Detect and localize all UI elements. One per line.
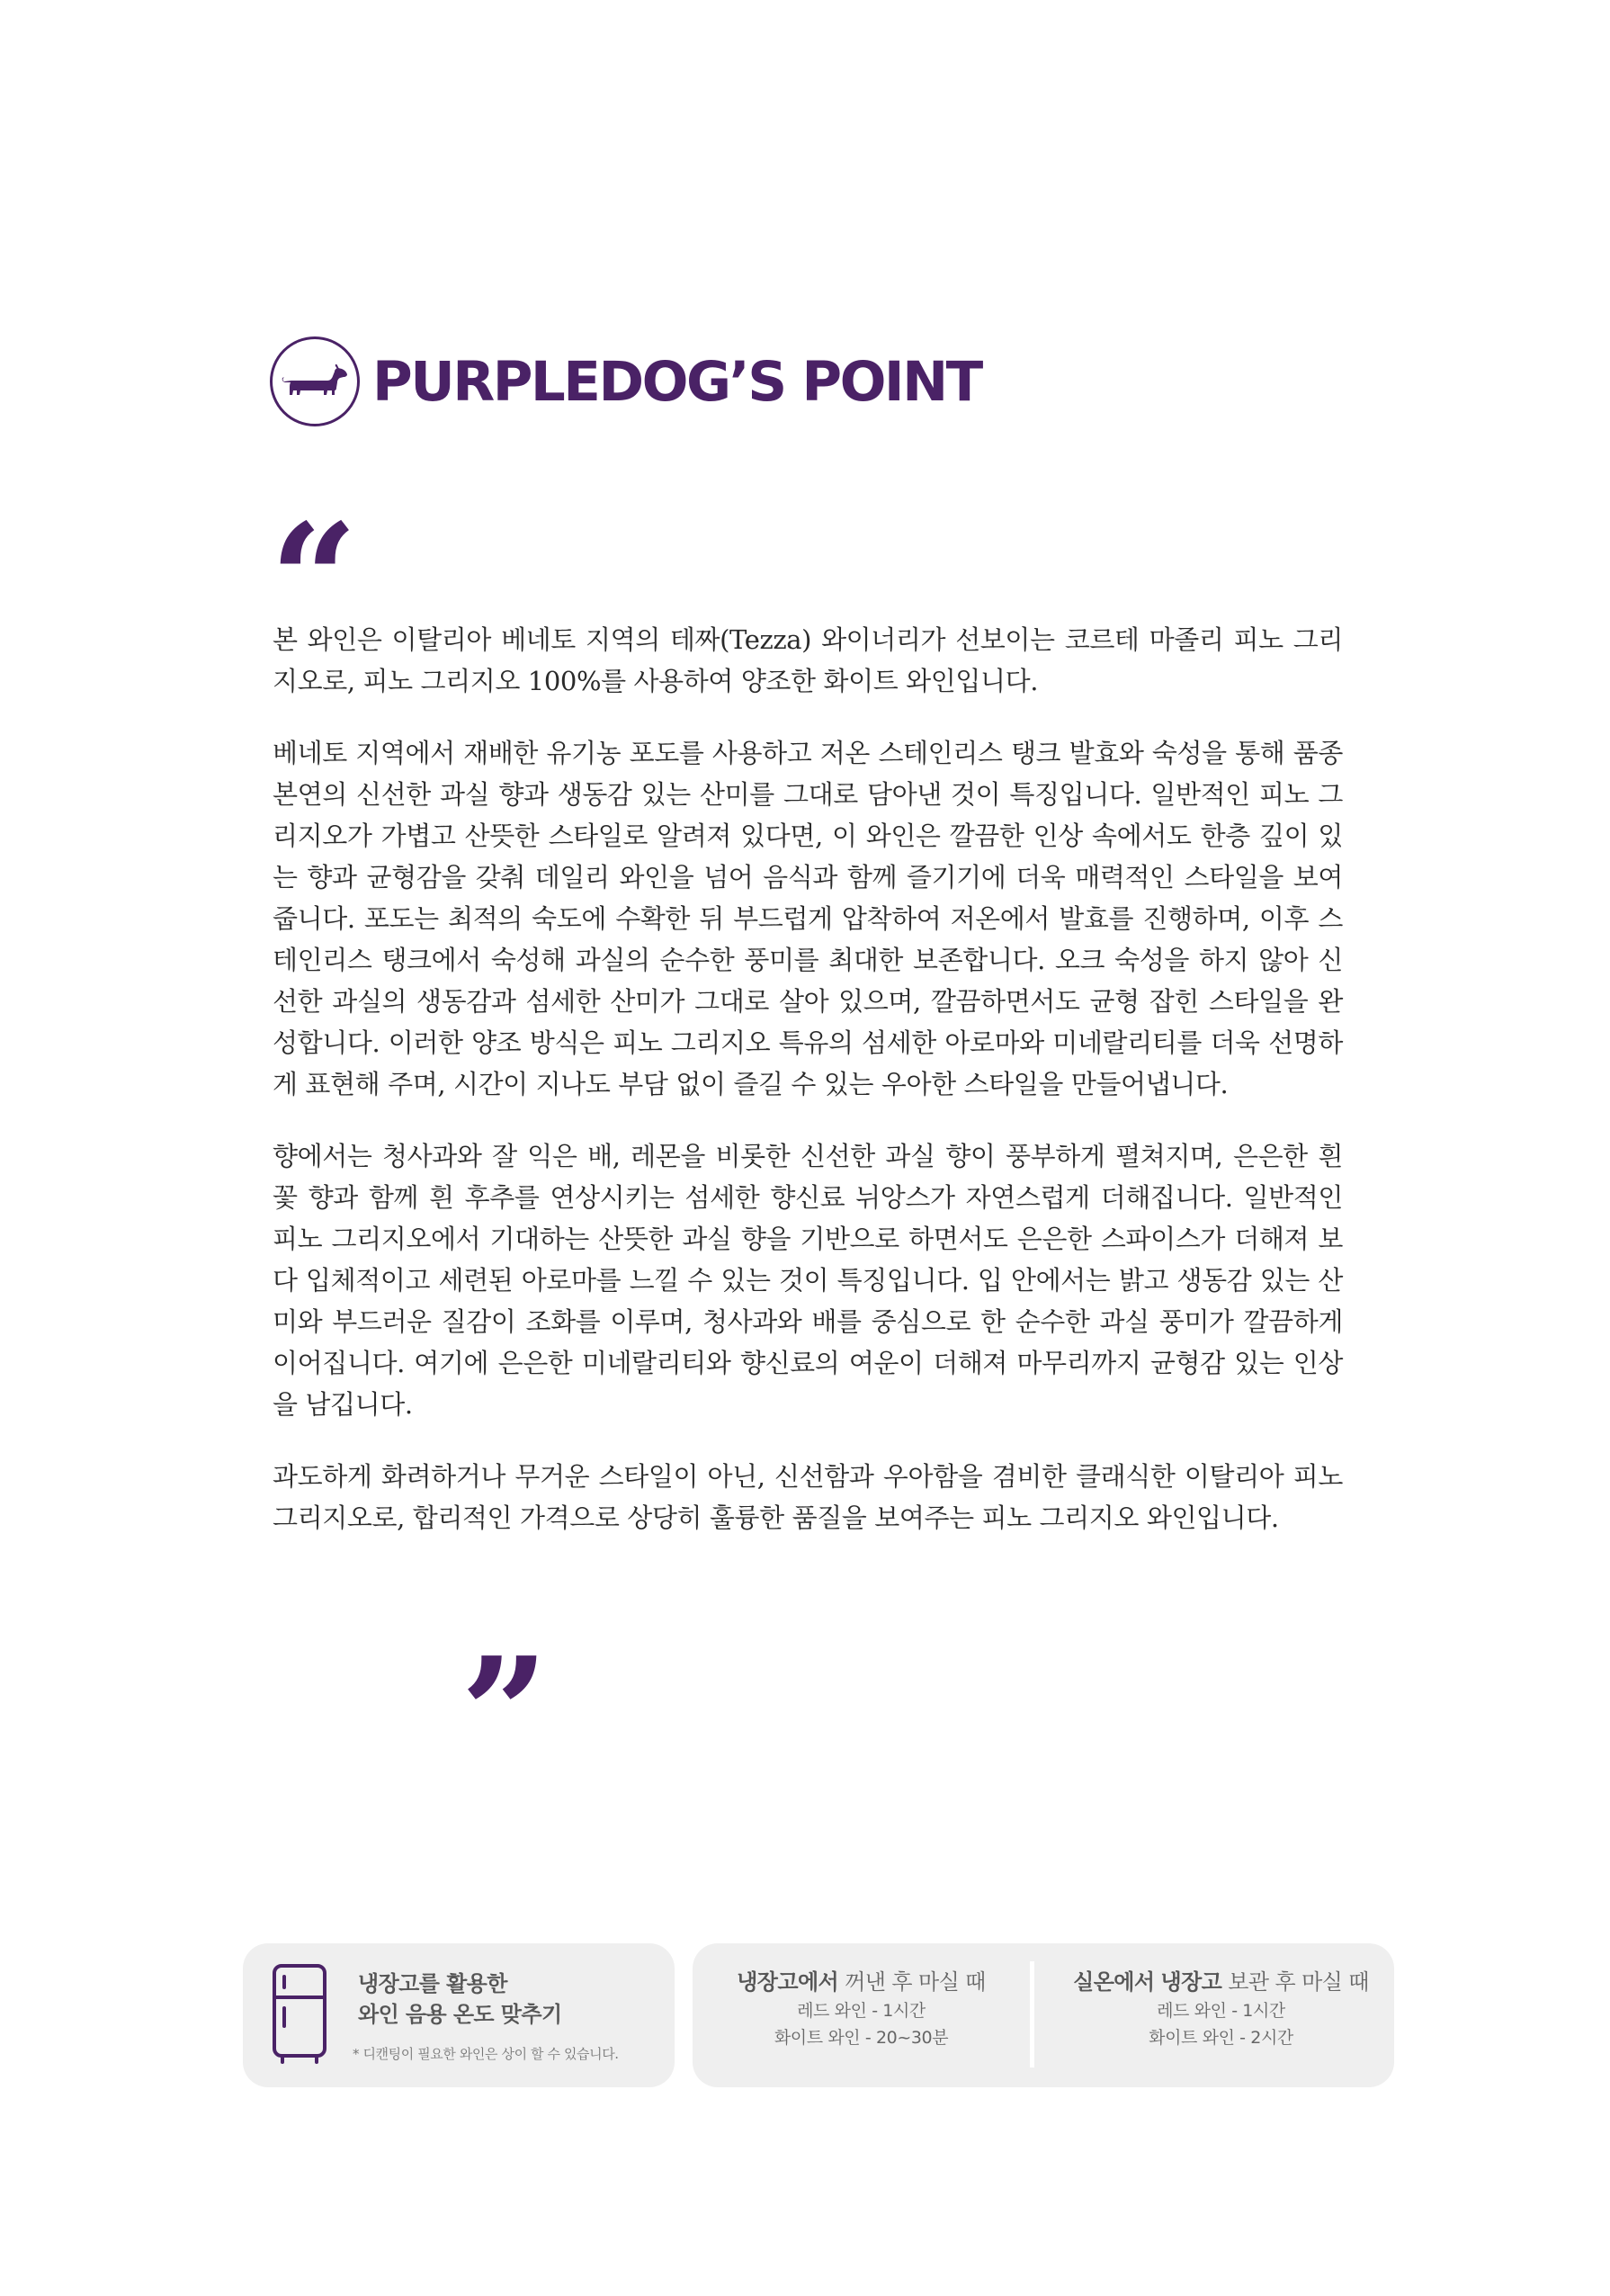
dachshund-logo-icon xyxy=(270,336,360,426)
serving-times-card xyxy=(693,1943,1394,2087)
fridge-tip-card xyxy=(243,1943,675,2087)
into-fridge-column xyxy=(1048,1967,1394,2051)
dog-silhouette-icon xyxy=(281,363,349,400)
from-fridge-heading-rest: 꺼낸 후 마실 때 xyxy=(838,1969,986,1995)
brand-header xyxy=(270,336,981,426)
into-fridge-red: 레드 와인 - 1시간 xyxy=(1157,2001,1285,2021)
from-fridge-heading-bold: 냉장고에서 xyxy=(737,1969,839,1995)
fridge-tip-title-line1: 냉장고를 활용한 xyxy=(358,1971,507,1996)
into-fridge-heading-rest: 보관 후 마실 때 xyxy=(1221,1969,1369,1995)
from-fridge-red: 레드 와인 - 1시간 xyxy=(797,2001,926,2021)
paragraph-tasting: 향에서는 청사과와 잘 익은 배, 레몬을 비롯한 신선한 과실 향이 풍부하게 펼쳐지며, 은은한 흰 꽃 향과 함께 흰 후추를 연상시키는 섬세한 향신료 뉘앙스가 자연스럽게 더해집니다. 일반적인 피노 그리지오에서 기대하는 산뜻한 과실 향을 기반으로 하면서도 은은한 스파이스가 더해져 보다 입체적이고 세련된 아로마를 느낄 수 있는 것이 특징입니다. 입 안에서는 밝고 생동감 있는 산미와 부드러운 질감이 조화를 이루며, 청사과와 배를 중심으로 한 순수한 과실 풍미가 깔끔하게 이어집니다. 여기에 은은한 미네랄리티와 향신료의 여운이 더해져 마무리까지 균형감 있는 인상을 남깁니다. xyxy=(273,1141,1343,1420)
decanting-note: * 디캔팅이 필요한 와인은 상이 할 수 있습니다. xyxy=(353,2046,619,2062)
into-fridge-heading-bold2: 냉장고 xyxy=(1160,1969,1222,1995)
column-divider xyxy=(1030,1961,1034,2067)
fridge-tip-title-line2: 와인 음용 온도 맞추기 xyxy=(358,2002,562,2027)
serving-temperature-guide xyxy=(243,1943,1394,2087)
into-fridge-white: 화이트 와인 - 2시간 xyxy=(1149,2028,1293,2048)
paragraph-intro: 본 와인은 이탈리아 베네토 지역의 테짜(Tezza) 와이너리가 선보이는 코르테 마졸리 피노 그리지오로, 피노 그리지오 100%를 사용하여 양조한 화이트 와인입니다. xyxy=(273,624,1343,696)
wine-description xyxy=(273,619,1343,1569)
from-fridge-white: 화이트 와인 - 20~30분 xyxy=(774,2028,949,2048)
close-quote-icon: ” xyxy=(461,1624,536,1804)
from-fridge-column xyxy=(693,1967,1030,2051)
paragraph-summary: 과도하게 화려하거나 무거운 스타일이 아닌, 신선함과 우아함을 겸비한 클래식한 이탈리아 피노 그리지오로, 합리적인 가격으로 상당히 훌륭한 품질을 보여주는 피노 그리지오 와인입니다. xyxy=(273,1461,1343,1533)
refrigerator-icon xyxy=(272,1963,327,2064)
open-quote-icon: “ xyxy=(270,490,345,670)
into-fridge-heading-bold1: 실온에서 xyxy=(1073,1969,1155,1995)
from-fridge-heading xyxy=(693,1967,1030,1997)
brand-title: PURPLEDOG’S POINT xyxy=(372,349,981,414)
fridge-tip-title xyxy=(358,1969,562,2030)
paragraph-winemaking: 베네토 지역에서 재배한 유기농 포도를 사용하고 저온 스테인리스 탱크 발효와 숙성을 통해 품종 본연의 신선한 과실 향과 생동감 있는 산미를 그대로 담아낸 것이 특징입니다. 일반적인 피노 그리지오가 가볍고 산뜻한 스타일로 알려져 있다면, 이 와인은 깔끔한 인상 속에서도 한층 깊이 있는 향과 균형감을 갖춰 데일리 와인을 넘어 음식과 함께 즐기기에 더욱 매력적인 스타일을 보여줍니다. 포도는 최적의 숙도에 수확한 뒤 부드럽게 압착하여 저온에서 발효를 진행하며, 이후 스테인리스 탱크에서 숙성해 과실의 순수한 풍미를 최대한 보존합니다. 오크 숙성을 하지 않아 신선한 과실의 생동감과 섬세한 산미가 그대로 살아 있으며, 깔끔하면서도 균형 잡힌 스타일을 완성합니다. 이러한 양조 방식은 피노 그리지오 특유의 섬세한 아로마와 미네랄리티를 더욱 선명하게 표현해 주며, 시간이 지나도 부담 없이 즐길 수 있는 우아한 스타일을 만들어냅니다. xyxy=(273,738,1343,1099)
into-fridge-heading xyxy=(1048,1967,1394,1997)
